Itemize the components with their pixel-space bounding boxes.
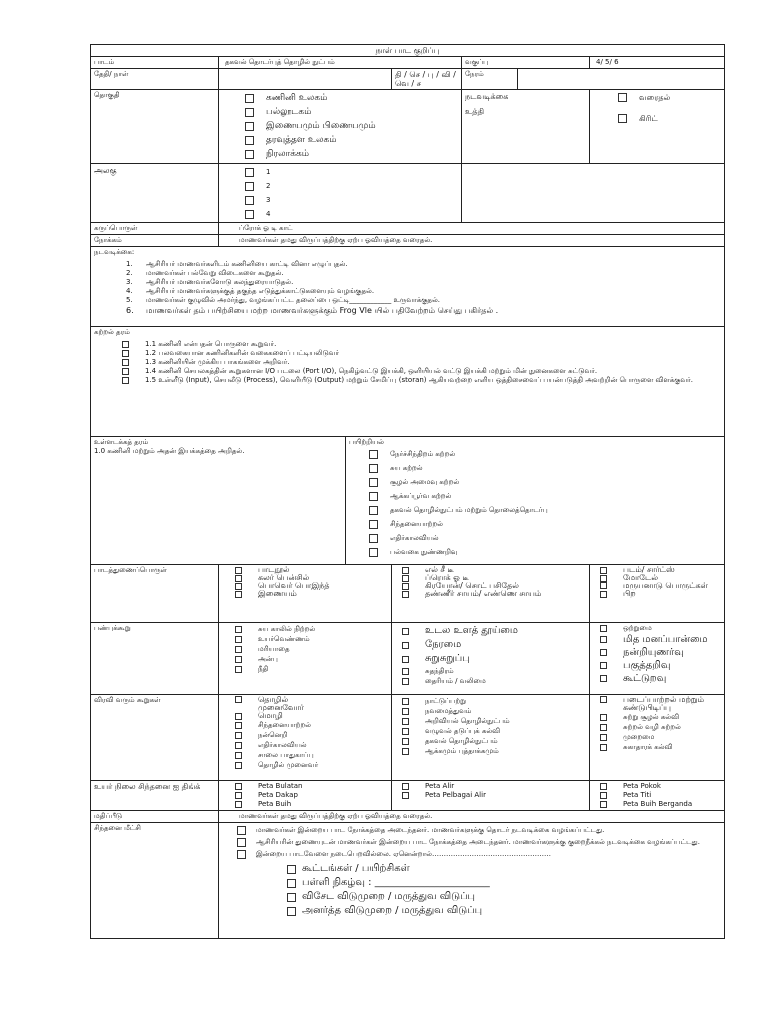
unit-option[interactable]: 4 <box>245 207 458 221</box>
pedagogy-option[interactable]: சுய கற்றல் <box>369 461 721 475</box>
checkbox[interactable] <box>122 341 129 348</box>
checkbox[interactable] <box>235 762 242 769</box>
values-label: பண்புக்கூறு <box>91 623 219 695</box>
value-option[interactable]: தைரியம் / வலிமை <box>402 676 586 686</box>
checkbox[interactable] <box>235 583 242 590</box>
values-col1 <box>219 623 392 695</box>
topic-value: ப்ரோக் ஓ டி காட் <box>219 223 725 235</box>
lesson-plan-form <box>90 44 724 939</box>
activity-option-drawing[interactable]: வரைதல் <box>618 92 721 103</box>
pedagogy-option[interactable]: தகவல் தொழில்நுட்பம் மற்றும் தொலைத்தொடர்பு <box>369 503 721 517</box>
checkbox[interactable] <box>600 625 607 632</box>
checkbox[interactable] <box>235 722 242 729</box>
day-options[interactable]: தி / செ / பு / வி / வெ / ச <box>392 69 462 90</box>
checkbox[interactable] <box>402 783 409 790</box>
element-option[interactable]: தகவல் தொழில்நுட்பம் <box>402 736 586 746</box>
checkbox[interactable] <box>402 748 409 755</box>
form-title: நாள் பாட குறிப்பு <box>91 45 725 57</box>
values-col3 <box>590 623 725 695</box>
checkbox[interactable] <box>235 801 242 808</box>
element-option[interactable]: சுற்று சூழல் கல்வி <box>600 712 721 722</box>
checkbox[interactable] <box>600 714 607 721</box>
reflection-option[interactable]: மாணவர்கள் இன்றைய பாட நோக்கத்தை அடைந்தனர். மாணவர்களுக்கு தொடர் நடவடிக்கை வழங்கப்பட்டது. <box>237 826 721 835</box>
content-standard-value: 1.0 கணினி மற்றும் அதன் இயக்கத்தை அறிதல். <box>94 447 245 455</box>
checkbox[interactable] <box>245 210 254 219</box>
time-label: நேரம் <box>462 69 518 90</box>
aim-value: மாணவர்கள் தமது விருப்பத்திற்கு ஏற்ப ஓவியத்தை வரைதல். <box>219 235 725 247</box>
thinking-maps-label: உயர் நிலை சிந்தனை ஐ திங்க் <box>91 781 219 811</box>
checkbox[interactable] <box>600 675 607 682</box>
checkbox[interactable] <box>245 150 254 159</box>
teaching-aids-label: பாடத்துணைப்பொருள் <box>91 565 219 623</box>
aid-option[interactable]: ப்ரொக் ஓ டீ <box>402 574 586 582</box>
checkbox[interactable] <box>122 359 129 366</box>
domain-options <box>219 90 462 164</box>
value-option[interactable]: சுறுசுறுப்பு <box>402 652 586 666</box>
topic-label: கருப்பொருள் <box>91 223 219 235</box>
pedagogy-option[interactable]: நேர்ச்சிந்திறம் கற்றல் <box>369 447 721 461</box>
checkbox[interactable] <box>600 783 607 790</box>
checkbox[interactable] <box>245 94 254 103</box>
aid-option[interactable]: கிரயோன்/ சொட் பசிதேல் <box>402 582 586 590</box>
pedagogy-option[interactable]: ஆக்கப்பூர்வ கற்றல் <box>369 489 721 503</box>
cross-elements-col1 <box>219 695 392 781</box>
checkbox[interactable] <box>600 792 607 799</box>
class-label: வகுப்பு <box>462 57 590 69</box>
checkbox[interactable] <box>402 718 409 725</box>
checkbox[interactable] <box>235 646 242 653</box>
teaching-aids-col2 <box>392 565 590 623</box>
value-option[interactable]: கூட்டுறவு <box>600 672 721 685</box>
checkbox[interactable] <box>245 136 254 145</box>
checkbox[interactable] <box>600 662 607 669</box>
teaching-aids-col3 <box>590 565 725 623</box>
checkbox[interactable] <box>235 656 242 663</box>
checkbox[interactable] <box>600 582 607 589</box>
element-option[interactable]: சுகாதாரக் கல்வி <box>600 742 721 752</box>
checkbox[interactable] <box>600 575 607 582</box>
value-option[interactable]: உயர்வெண்ணம் <box>235 634 388 644</box>
checkbox[interactable] <box>369 548 378 557</box>
standard-item[interactable]: 1.3 கணினியின் முக்கிய பாகங்களை அறிவர். <box>122 358 721 367</box>
value-option[interactable]: உடல உளத் தூய்மை <box>402 624 586 638</box>
content-standard-label: உள்ளடக்கத் தரம் <box>94 438 149 446</box>
learning-standards <box>91 327 725 437</box>
unit-label: அலகு <box>91 164 219 223</box>
activity-options <box>590 90 725 164</box>
checkbox[interactable] <box>600 636 607 643</box>
step-item: 6. மாணவர்கள் தம் பயிற்சியை மற்ற மாணவர்களுக்கும் Frog Vle யில் பதிவேற்றம் செய்து பகிர்தல் . <box>126 306 499 315</box>
checkbox[interactable] <box>245 196 254 205</box>
reflection-content <box>219 823 725 939</box>
thinking-maps-col1 <box>219 781 392 811</box>
reason-option[interactable]: அனர்த்த விடுமுறை / மருத்துவ விடுப்பு <box>287 904 721 918</box>
value-option[interactable]: பகுத்தறிவு <box>600 659 721 672</box>
checkbox[interactable] <box>235 591 242 598</box>
checkbox[interactable] <box>618 93 627 102</box>
checkbox[interactable] <box>235 732 242 739</box>
checkbox[interactable] <box>235 783 242 790</box>
element-option[interactable]: சாலை பாதுகாப்பு <box>235 750 388 760</box>
unit-option[interactable]: 1 <box>245 165 458 179</box>
checkbox[interactable] <box>235 626 242 633</box>
element-option[interactable]: நாட்டுப்பற்று <box>402 696 586 706</box>
map-option[interactable]: Peta Titi <box>600 791 721 800</box>
reflection-option[interactable]: இன்றைய பாடவேளை நடைபெறவில்லை. ஏனென்றால்…………………………………………… <box>237 850 721 859</box>
time-value[interactable] <box>518 69 725 90</box>
reason-option[interactable]: கூட்டங்கள் / பயிற்சிகள் <box>287 862 721 876</box>
reason-option[interactable]: பள்ளி நிகழ்வு : _______________________ <box>287 876 721 890</box>
checkbox[interactable] <box>287 907 296 916</box>
map-option[interactable]: Peta Dakap <box>235 791 388 800</box>
step-item: 2. மாணவர்கள் பல்வேறு விடைகளை கூறுதல். <box>126 269 284 277</box>
value-option[interactable]: மித மனப்பான்மை <box>600 633 721 646</box>
reflection-option[interactable]: ஆசிரியரின் துணையுடன் மாணவர்கள் இன்றைய பாட நோக்கத்தை அடைந்தனர். மாணவர்களுக்கு குறைநீக்கல் நடவடிக்கை வழங்கப்பட்டது. <box>237 838 721 847</box>
checkbox[interactable] <box>402 656 409 663</box>
activity-option-grid[interactable]: கிரிட் <box>618 113 721 124</box>
checkbox[interactable] <box>600 649 607 656</box>
checkbox[interactable] <box>287 865 296 874</box>
cross-elements-label: விரவி வரும் கூறுகள் <box>91 695 219 781</box>
checkbox[interactable] <box>235 575 242 582</box>
checkbox[interactable] <box>402 642 409 649</box>
checkbox[interactable] <box>369 478 378 487</box>
checkbox[interactable] <box>369 520 378 529</box>
activity-steps <box>91 247 725 327</box>
teaching-aids-col1 <box>219 565 392 623</box>
checkbox[interactable] <box>600 724 607 731</box>
map-option[interactable]: Peta Bulatan <box>235 782 388 791</box>
date-value[interactable] <box>219 69 392 90</box>
aid-option[interactable]: பொவெர் பொஇந்த் <box>235 582 388 590</box>
pedagogy-option[interactable]: எதிர்காலவியல் <box>369 531 721 545</box>
checkbox[interactable] <box>287 893 296 902</box>
checkbox[interactable] <box>245 182 254 191</box>
element-option[interactable]: எதிர்காலவியல் <box>235 740 388 750</box>
domain-option[interactable]: பல்லூடகம் <box>245 105 458 119</box>
checkbox[interactable] <box>245 168 254 177</box>
checkbox[interactable] <box>402 575 409 582</box>
checkbox[interactable] <box>369 492 378 501</box>
unit-blank <box>462 164 725 223</box>
checkbox[interactable] <box>369 450 378 459</box>
aid-option[interactable]: இணையம் <box>235 590 388 598</box>
checkbox[interactable] <box>402 728 409 735</box>
map-option[interactable]: Peta Buih <box>235 800 388 809</box>
standard-item[interactable]: 1.5 உள்ளீடு (Input), செயலீடு (Process), வெளியீடு (Output) மற்றும் சேமிப்பு (storan) ஆகியவற்றை எளிய ஒத்திசைவைப் பயன்படுத்தி அவற்றின் பொருளை விளக்குவர். <box>122 376 721 385</box>
checkbox[interactable] <box>600 696 607 703</box>
element-option[interactable]: சிந்தனையாற்றல் <box>235 720 388 730</box>
element-option[interactable]: அறிவியல் தொழில்நுட்பம் <box>402 716 586 726</box>
value-option[interactable]: ஒற்றுமை <box>600 624 721 633</box>
domain-option[interactable]: நிரலாக்கம் <box>245 147 458 161</box>
date-label: தேதி/ நாள் <box>91 69 219 90</box>
thinking-maps-col2 <box>392 781 590 811</box>
checkbox[interactable] <box>235 696 242 703</box>
value-option[interactable]: சுதந்திரம் <box>402 666 586 676</box>
checkbox[interactable] <box>369 506 378 515</box>
checkbox[interactable] <box>402 668 409 675</box>
step-item: 3. ஆசிரியர் மாணவர்களோடு கலந்துரையாடுதல். <box>126 278 294 286</box>
standard-item[interactable]: 1.2 பலவகையான கணினிகளின் வகைகளைப் பட்டியலிடுவர் <box>122 349 721 358</box>
unit-option[interactable]: 2 <box>245 179 458 193</box>
reflection-label: சிந்தனை மீட்சி <box>91 823 219 939</box>
aid-option[interactable]: பாடநூல் <box>235 566 388 574</box>
map-option[interactable]: Peta Alir <box>402 782 586 791</box>
checkbox[interactable] <box>235 666 242 673</box>
cross-curricular-label: பயிற்றியல் <box>349 438 384 446</box>
standard-item[interactable]: 1.4 கணினி செயலகத்தின் கூறுகளான I/O படலை (Port I/O), நெகிழ்வட்டு இயக்கி, ஒளியியல் வட்டு இயக்கி மற்றும் மின் நுனைகளை சுட்டுவர். <box>122 367 721 376</box>
value-option[interactable]: அன்பு <box>235 654 388 664</box>
cross-curricular <box>346 437 725 565</box>
checkbox[interactable] <box>402 591 409 598</box>
element-option[interactable]: படைப்பாற்றல் மற்றும் கண்டுபிடிப்பு <box>600 696 721 712</box>
checkbox[interactable] <box>600 734 607 741</box>
domain-option[interactable]: கணினி உலகம் <box>245 91 458 105</box>
pedagogy-option[interactable]: சிந்தனையாற்றல் <box>369 517 721 531</box>
map-option[interactable]: Peta Pokok <box>600 782 721 791</box>
pedagogy-option[interactable]: பல்வகை நுண்ணறிவு <box>369 545 721 559</box>
step-item: 5. மாணவர்கள் குழுவில் அமர்ந்து, வழங்கப்பட்ட தலைப்பை ஒட்டி____________ உருவாக்குதல். <box>126 296 440 304</box>
element-option[interactable]: வழுவல் தடுப்புக் கல்வி <box>402 726 586 736</box>
domain-option[interactable]: தரவுத்தள உலகம் <box>245 133 458 147</box>
map-option[interactable]: Peta Buih Berganda <box>600 800 721 809</box>
value-option[interactable]: மரியாதை <box>235 644 388 654</box>
checkbox[interactable] <box>402 792 409 799</box>
subject-value: தகவல் தொடர்புத் தொழில் நுட்பம் <box>219 57 462 69</box>
aid-option[interactable]: எல் சீ டீ <box>402 566 586 574</box>
checkbox[interactable] <box>237 826 246 835</box>
activity-strategy-labels <box>462 90 590 164</box>
value-option[interactable]: நேரமை <box>402 638 586 652</box>
checkbox[interactable] <box>235 792 242 799</box>
aid-option[interactable]: தண்ணீர் சாயம்/ எண்ணெ சாயம் <box>402 590 586 598</box>
learning-standards-label: கற்றல் தரம் <box>94 328 130 336</box>
checkbox[interactable] <box>402 738 409 745</box>
cross-elements-col3 <box>590 695 725 781</box>
checkbox[interactable] <box>235 742 242 749</box>
domain-option[interactable]: இணையமும் பிணையமும் <box>245 119 458 133</box>
assessment-value: மாணவர்கள் தமது விருப்பத்திற்கு ஏற்ப ஓவியத்தை வரைதல். <box>219 811 725 823</box>
subject-label: பாடம் <box>91 57 219 69</box>
element-option[interactable]: நன்னெறி <box>235 730 388 740</box>
aid-option[interactable]: மோடேல் <box>600 574 721 582</box>
value-option[interactable]: சுய காலில் நிற்றல் <box>235 624 388 634</box>
checkbox[interactable] <box>122 377 129 384</box>
checkbox[interactable] <box>122 368 129 375</box>
checkbox[interactable] <box>237 850 246 859</box>
checkbox[interactable] <box>402 698 409 705</box>
step-item: 1. ஆசிரியர் மாணவர்களிடம் கணினியை காட்டி வினா எழுப்புதல். <box>126 260 348 268</box>
step-item: 4. ஆசிரியர் மாணவர்களுக்குத் தகுந்த எடுத்துக்காட்டுகளையும் வழங்குதல். <box>126 287 375 295</box>
standard-item[interactable]: 1.1 கணினி என்பதன் பொருளை கூறுவர். <box>122 340 721 349</box>
checkbox[interactable] <box>600 744 607 751</box>
domain-label: தொகுதி <box>91 90 219 164</box>
aid-option[interactable]: கலர் பென்சில் <box>235 574 388 582</box>
thinking-maps-col3 <box>590 781 725 811</box>
checkbox[interactable] <box>235 752 242 759</box>
element-option[interactable]: ஆக்கமும் புத்தாக்கமும் <box>402 746 586 756</box>
checkbox[interactable] <box>402 628 409 635</box>
value-option[interactable]: நீதி <box>235 664 388 674</box>
cross-elements-col2 <box>392 695 590 781</box>
checkbox[interactable] <box>245 122 254 131</box>
checkbox[interactable] <box>369 464 378 473</box>
map-option[interactable]: Peta Pelbagai Alir <box>402 791 586 800</box>
content-standard <box>91 437 346 565</box>
activity-steps-label: நடவடிக்கை: <box>94 248 135 256</box>
checkbox[interactable] <box>235 636 242 643</box>
element-option[interactable]: தொழில் முனைவோர் <box>235 696 388 712</box>
unit-options <box>219 164 462 223</box>
checkbox[interactable] <box>402 567 409 574</box>
element-option[interactable]: சுற்றல் வழி சுற்றல் <box>600 722 721 732</box>
checkbox[interactable] <box>235 713 242 720</box>
checkbox[interactable] <box>245 108 254 117</box>
activity-label: நடவடிக்கை <box>465 92 509 101</box>
checkbox[interactable] <box>402 678 409 685</box>
unit-option[interactable]: 3 <box>245 193 458 207</box>
steps-list <box>94 260 721 316</box>
checkbox[interactable] <box>402 708 409 715</box>
strategy-label: உத்தி <box>465 107 485 116</box>
value-option[interactable]: நன்றியுணர்வு <box>600 646 721 659</box>
checkbox[interactable] <box>235 567 242 574</box>
checkbox[interactable] <box>369 534 378 543</box>
values-col2 <box>392 623 590 695</box>
element-option[interactable]: தொழில் முனைவர் <box>235 760 388 770</box>
checkbox[interactable] <box>122 350 129 357</box>
reason-option[interactable]: விசேட விடுமுறை / மருத்துவ விடுப்பு <box>287 890 721 904</box>
checkbox[interactable] <box>287 879 296 888</box>
element-option[interactable]: முறைமை <box>600 732 721 742</box>
pedagogy-option[interactable]: சூழல் அமைவு கற்றல் <box>369 475 721 489</box>
aid-option[interactable]: மருயனாடு பொருட்கள் <box>600 582 721 590</box>
checkbox[interactable] <box>237 838 246 847</box>
aim-label: நோக்கம் <box>91 235 219 247</box>
aid-option[interactable]: பிற <box>600 590 721 598</box>
assessment-label: மதிப்பீடு <box>91 811 219 823</box>
checkbox[interactable] <box>600 567 607 574</box>
checkbox[interactable] <box>600 801 607 808</box>
class-value: 4/ 5/ 6 <box>590 57 725 69</box>
checkbox[interactable] <box>402 583 409 590</box>
aid-option[interactable]: படம்/ சார்ட்ஸ் <box>600 566 721 574</box>
element-option[interactable]: நவமைத்துவம் <box>402 706 586 716</box>
checkbox[interactable] <box>618 114 627 123</box>
checkbox[interactable] <box>600 591 607 598</box>
element-option[interactable]: மொழி <box>235 712 388 720</box>
lesson-plan-table <box>90 44 725 939</box>
